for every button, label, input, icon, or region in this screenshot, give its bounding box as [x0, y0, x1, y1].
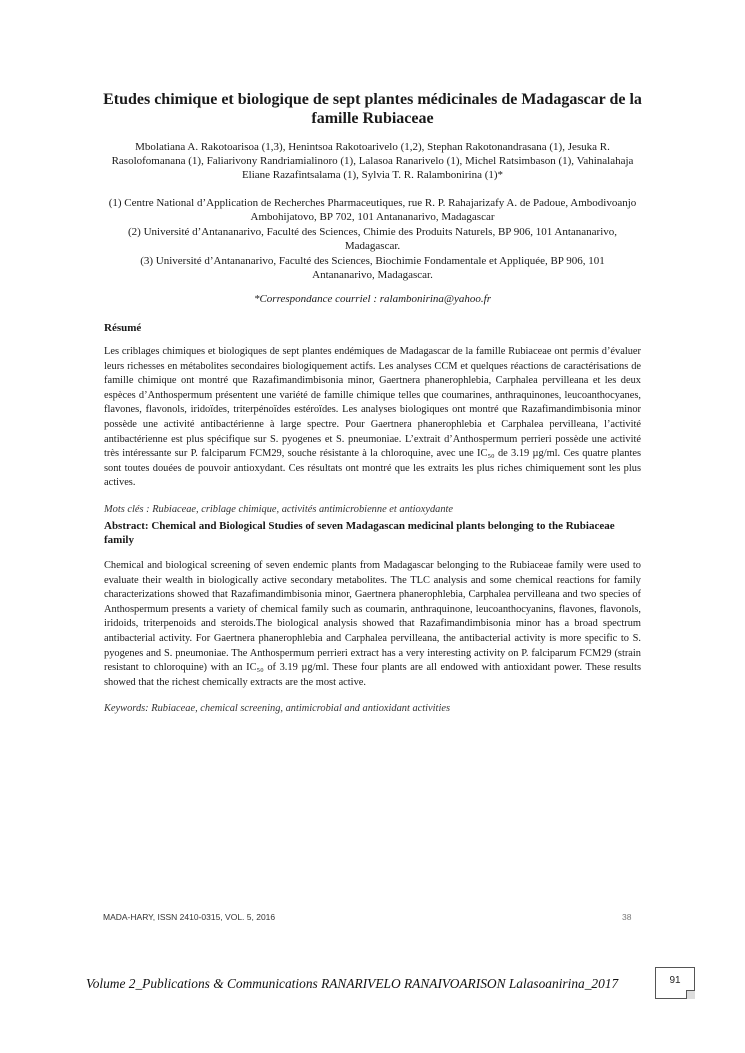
affiliation-1: (1) Centre National d’Application de Recherches Pharmaceutiques, rue R. P. Rahajarizafy A. de Padoue, Ambodivoanjo Ambohijatovo, BP 702, 101 Antananarivo, Madagascar [108, 197, 637, 223]
author-list: Mbolatiana A. Rakotoarisoa (1,3), Henintsoa Rakotoarivelo (1,2), Stephan Rakotonandrasana (1), Jesuka R. Rasolofomanana (1), Faliarivony Randriamialinoro (1), Lalasoa Ranarivelo (1), Michel Ratsimbason (1), Vahinalahaja Eliane Razafintsalama (1), Sylvia T. R. Ralambonirina (1)* [111, 141, 634, 181]
affiliation-3: (3) Université d’Antananarivo, Faculté des Sciences, Biochimie Fondamentale et Appliquée, BP 906, 101 Antananarivo, Madagascar. [140, 255, 605, 281]
abstract-section [104, 519, 641, 716]
journal-page-number: 38 [622, 912, 632, 922]
page-number-box: 91 [655, 967, 695, 999]
resume-text: Les criblages chimiques et biologiques de sept plantes endémiques de Madagascar de la famille Rubiaceae ont permis d’évaluer leurs richesses en métabolites secondaires biologiquement actifs. Les analyses CCM et quelques réactions de caractérisations de famille chimique ont montré que Razafimandimbisonia minor, Gaertnera phanerophlebia, Carphalea pervilleana et les deux espèces d’Anthospermum présentent une variété de famille chimique telles que coumarines, anthraquinones, leucoanthocyanes, flavones, flavonols, iridoïdes, triterpénoïdes estéroïdes. Les analyses biologiques ont montré que Razafimandimbisonia minor possède une activité antibactérienne à large spectre. Pour Gaertnera phanerophlebia et Carphalea pervilleana, l’activité antibactérienne est plus spécifique sur S. pyogenes et S. pneumoniae. L’extrait d’Anthospermum perrieri possède une activité très intéressante sur P. falciparum FCM29, souche résistante à la chloroquine, avec une IC₅₀ de 3.19 µg/ml. Ces quatre plantes sont toutes douées de pouvoir antioxydant. Ces résultats ont montré que les extraits les plus riches chimiquement sont les plus actives. [104, 346, 641, 489]
abstract-heading: Abstract: Chemical and Biological Studies of seven Madagascan medicinal plants belonging to the Rubiaceae family [104, 520, 615, 546]
abstract-keywords: Keywords: Rubiaceae, chemical screening, antimicrobial and antioxidant activities [104, 703, 450, 715]
resume-keywords: Mots clés : Rubiaceae, criblage chimique, activités antimicrobienne et antioxydante [104, 503, 454, 515]
affiliation-2: (2) Université d’Antananarivo, Faculté des Sciences, Chimie des Produits Naturels, BP 906, 101 Antananarivo, Madagascar. [128, 226, 617, 252]
article-title: Etudes chimique et biologique de sept plantes médicinales de Madagascar de la famille Rubiaceae [103, 91, 642, 127]
affiliation-list [108, 196, 637, 283]
abstract-text: Chemical and biological screening of seven endemic plants from Madagascar belonging to the Rubiaceae family were used to evaluate their wealth in biologically active secondary metabolites. The TLC analysis and some chemical reactions for family characterizations showed that Razafimandimbisonia minor, Gaertnera phanerophlebia, Carphalea pervilleana and two species of Anthospermum presents a variety of chemical family such as coumarin, anthraquinone, leucoanthocyanins, flavones, flavonols, iridoids, triterpenoids and steroids.The biological analysis showed that Razafimandimbisonia minor has a broad spectrum antibacterial activity. For Gaertnera phanerophlebia and Carphalea pervilleana, the antibacterial activity is more specific to S. pyogenes and S. pneumoniae. The Anthospermum perrieri extract has a very interesting activity on P. falciparum FCM29 (strain resistant to chloroquine) with an IC₅₀ of 3.19 µg/ml. These four plants are all endowed with antioxidant power. These results showed that the richest chemically extracts are the most active. [104, 560, 641, 688]
volume-caption: Volume 2_Publications & Communications RANARIVELO RANAIVOARISON Lalasoanirina_2017 [86, 976, 619, 991]
resume-section [104, 321, 641, 517]
resume-heading: Résumé [104, 322, 142, 334]
correspondence-email: *Correspondance courriel : ralambonirina@yahoo.fr [253, 293, 492, 305]
journal-footer: MADA-HARY, ISSN 2410-0315, VOL. 5, 2016 [103, 912, 276, 922]
